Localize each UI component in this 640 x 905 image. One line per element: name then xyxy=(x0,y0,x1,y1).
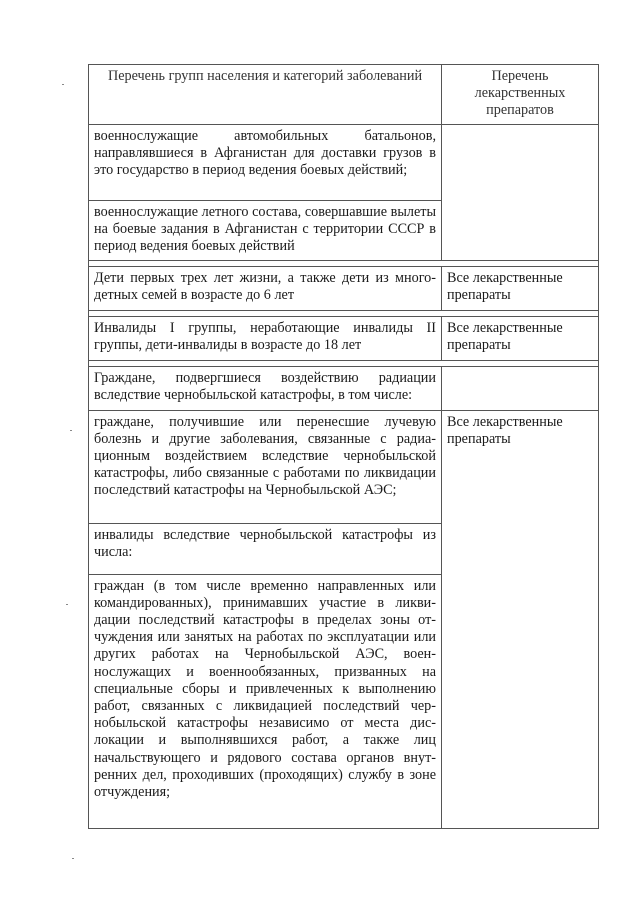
row-chernobyl-citizens-drugs xyxy=(442,366,599,410)
row-young-children: Дети первых трех лет жизни, а также дети из многодетных семей в возрасте до 6 лет xyxy=(89,266,442,310)
row-radiation-drugs: Все лекарственные препараты xyxy=(442,410,599,828)
table-row xyxy=(89,316,599,360)
table-row xyxy=(89,366,599,410)
scan-speck xyxy=(72,858,74,859)
row-disabled: Инвалиды I группы, неработающие инвалиды II группы, дети-инвалиды в возрасте до 18 лет xyxy=(89,316,442,360)
row-radiation-sickness: граждане, получившие или перенесшие лучевую болезнь и другие заболевания, связанные с радиационным воздействием вследствие чернобыльской катастрофы, либо связанные с работами по ликвидации последствий катастрофы на Чернобыльской АЭС; xyxy=(89,410,442,523)
header-population-groups: Перечень групп населения и категорий заболеваний xyxy=(89,65,442,125)
row-chernobyl-citizens: Граждане, подвергшиеся воздействию радиации вследствие чернобыльской катастрофы, в том числе: xyxy=(89,366,442,410)
table-row xyxy=(89,124,599,200)
row-disabled-drugs: Все лекарственные препараты xyxy=(442,316,599,360)
row-afghanistan-drugs xyxy=(442,124,599,260)
table-header-row xyxy=(89,65,599,125)
row-afghanistan-drivers: военнослужащие автомобильных батальонов, направлявшиеся в Афганистан для доставки грузов в это государство в период ведения боевых действий; xyxy=(89,124,442,200)
drug-list-table xyxy=(88,64,599,829)
row-young-children-drugs: Все лекарственные препараты xyxy=(442,266,599,310)
scan-speck xyxy=(70,430,72,431)
row-chernobyl-disabled: инвалиды вследствие чернобыльской катастрофы из числа: xyxy=(89,523,442,574)
table-row xyxy=(89,410,599,523)
row-afghanistan-pilots: военнослужащие летного состава, совершавшие вылеты на боевые задания в Афганистан с территории СССР в период ведения боевых действий xyxy=(89,200,442,260)
scan-speck xyxy=(66,604,68,605)
table-row xyxy=(89,266,599,310)
row-liquidators: граждан (в том числе временно направленных или командированных), принимавших участие в ликвидации последствий катастрофы в пределах зоны отчуждения или занятых на работах по эксплуатации или других работах на Чернобыльской АЭС, военнослужащих и военнообязанных, призванных на специальные сборы и привлеченных к выполнению работ, связанных с ликвидацией последствий чернобыльской катастрофы независимо от места дислокации и выполнявшихся работ, а также лиц начальствующего и рядового состава органов внутренних дел, проходивших (проходящих) службу в зоне отчуждения; xyxy=(89,574,442,828)
scan-speck xyxy=(62,84,64,85)
header-drug-list: Перечень лекарственных препаратов xyxy=(442,65,599,125)
